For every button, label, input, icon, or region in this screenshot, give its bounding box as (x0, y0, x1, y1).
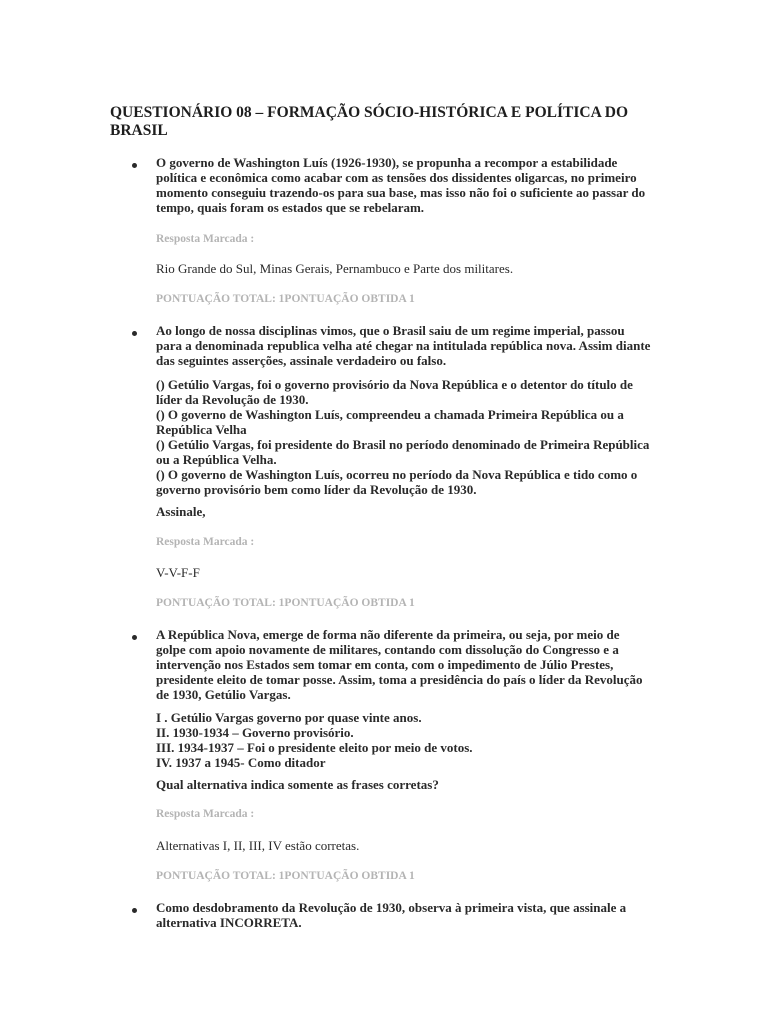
bullet-icon (132, 331, 137, 336)
page-title: QUESTIONÁRIO 08 – FORMAÇÃO SÓCIO-HISTÓRICA E POLÍTICA DO BRASIL (110, 104, 629, 139)
statement-3: () Getúlio Vargas, foi presidente do Brasil no período denominado de Primeira República ou a República Velha. (156, 437, 650, 467)
question-2-text: Ao longo de nossa disciplinas vimos, que o Brasil saiu de um regime imperial, passou para a denominada republica velha até chegar na intitulada república nova. Assim diante das seguintes asserções, assinale verdadeiro ou falso. (156, 323, 651, 368)
question-3-answer: Alternativas I, II, III, IV estão corretas. (156, 838, 360, 853)
question-2-instruction: Assinale, (156, 504, 206, 519)
statement-2: () O governo de Washington Luís, compreendeu a chamada Primeira República ou a República Velha (156, 407, 624, 437)
question-3-prompt: Qual alternativa indica somente as frases corretas? (156, 777, 439, 792)
bullet-icon (132, 163, 137, 168)
score-label: PONTUAÇÃO TOTAL: 1PONTUAÇÃO OBTIDA 1 (156, 870, 415, 882)
question-4-text: Como desdobramento da Revolução de 1930, observa à primeira vista, que assinale a alternativa INCORRETA. (156, 900, 627, 930)
bullet-icon (132, 635, 137, 640)
item-2: II. 1930-1934 – Governo provisório. (156, 725, 354, 740)
question-2-answer: V-V-F-F (156, 565, 200, 580)
question-3-text: A República Nova, emerge de forma não diferente da primeira, ou seja, por meio de golpe com apoio novamente de militares, contando com dissolução do Congresso e a intervenção nos Estados sem tomar em conta, com o impedimento de Júlio Prestes, presidente eleito de tomar posse. Assim, toma a presidência do país o líder da Revolução de 1930, Getúlio Vargas. (156, 627, 643, 702)
answer-label: Resposta Marcada : (156, 536, 255, 548)
question-1-text: O governo de Washington Luís (1926-1930), se propunha a recompor a estabilidade política e econômica como acabar com as tensões dos dissidentes oligarcas, no primeiro momento conseguiu trazendo-os para sua base, mas isso não foi o suficiente ao passar do tempo, quais foram os estados que se rebelaram. (156, 155, 646, 215)
item-4: IV. 1937 a 1945- Como ditador (156, 755, 326, 770)
question-1-answer: Rio Grande do Sul, Minas Gerais, Pernambuco e Parte dos militares. (156, 261, 514, 276)
item-1: I . Getúlio Vargas governo por quase vinte anos. (156, 710, 422, 725)
answer-label: Resposta Marcada : (156, 233, 255, 245)
statement-1: () Getúlio Vargas, foi o governo provisório da Nova República e o detentor do título de líder da Revolução de 1930. (156, 377, 633, 407)
score-label: PONTUAÇÃO TOTAL: 1PONTUAÇÃO OBTIDA 1 (156, 597, 415, 609)
bullet-icon (132, 908, 137, 913)
item-3: III. 1934-1937 – Foi o presidente eleito por meio de votos. (156, 740, 473, 755)
score-label: PONTUAÇÃO TOTAL: 1PONTUAÇÃO OBTIDA 1 (156, 293, 415, 305)
statement-4: () O governo de Washington Luís, ocorreu no período da Nova República e tido como o governo provisório bem como líder da Revolução de 1930. (156, 467, 638, 497)
answer-label: Resposta Marcada : (156, 808, 255, 820)
